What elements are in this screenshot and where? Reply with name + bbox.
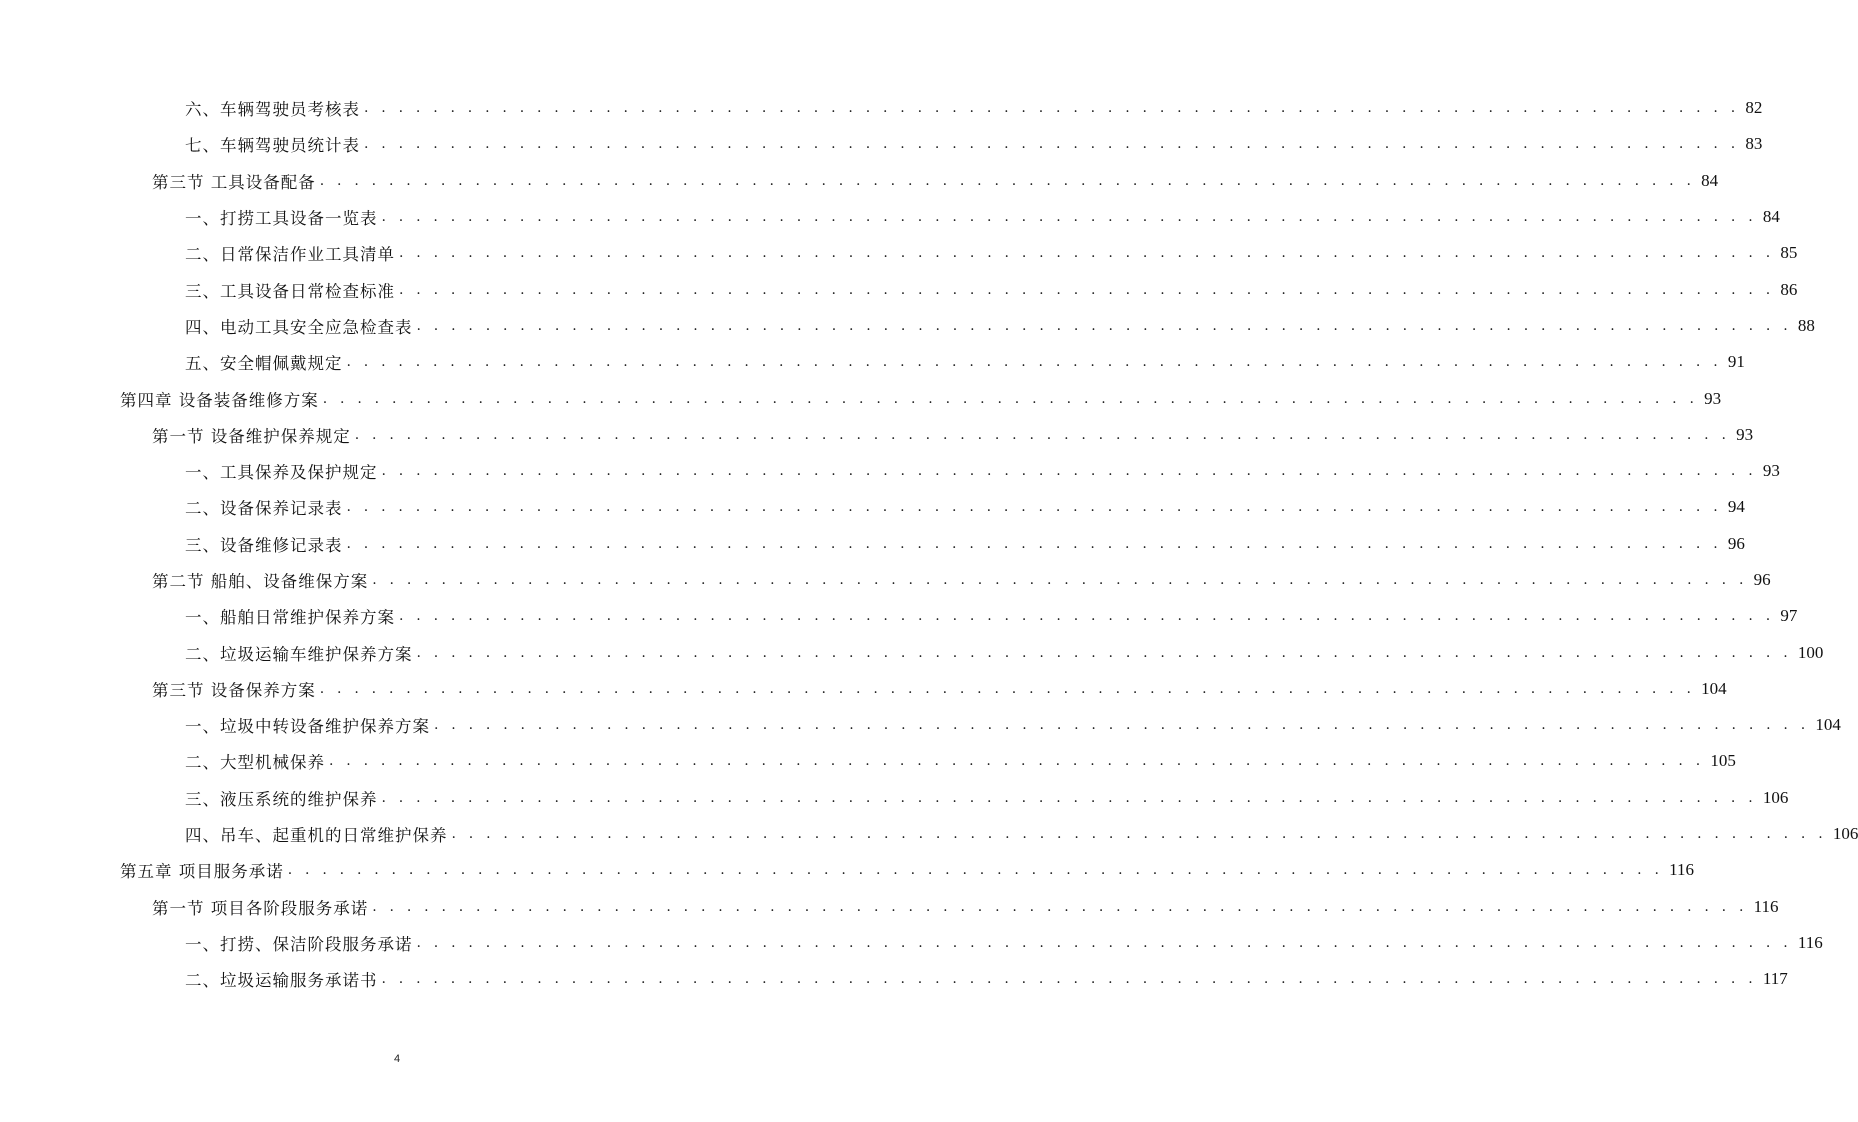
toc-entry-title: 二、设备保养记录表 <box>185 499 343 519</box>
toc-entry[interactable] <box>0 889 1779 925</box>
toc-entry-title: 第三节 设备保养方案 <box>152 680 316 700</box>
toc-entry[interactable] <box>0 816 1858 852</box>
toc-dot-leader: . . . . . . . . . . . . . . . . . . . . . . . . . . . . . . . . . . . . . . . . . . . . . . . . . . . . . . . . . . . . . . . . . . . . . . . . . . . . . . . . <box>381 971 1757 988</box>
toc-entry-title: 三、设备维修记录表 <box>185 535 343 555</box>
toc-dot-leader: . . . . . . . . . . . . . . . . . . . . . . . . . . . . . . . . . . . . . . . . . . . . . . . . . . . . . . . . . . . . . . . . . . . . . . . . . . . . . . . . <box>416 644 1792 661</box>
toc-entry-title: 二、垃圾运输车维护保养方案 <box>185 644 413 664</box>
toc-entry-title: 第四章 设备装备维修方案 <box>120 390 319 410</box>
toc-entry-title: 第一节 设备维护保养规定 <box>152 426 351 446</box>
toc-dot-leader: . . . . . . . . . . . . . . . . . . . . . . . . . . . . . . . . . . . . . . . . . . . . . . . . . . . . . . . . . . . . . . . . . . . . . . . . . . . . . . . . <box>319 172 1696 189</box>
toc-entry[interactable] <box>0 743 1736 779</box>
toc-dot-leader: . . . . . . . . . . . . . . . . . . . . . . . . . . . . . . . . . . . . . . . . . . . . . . . . . . . . . . . . . . . . . . . . . . . . . . . . . . . . . . . . <box>451 826 1827 843</box>
toc-entry-title: 三、工具设备日常检查标准 <box>185 281 395 301</box>
toc-dot-leader: . . . . . . . . . . . . . . . . . . . . . . . . . . . . . . . . . . . . . . . . . . . . . . . . . . . . . . . . . . . . . . . . . . . . . . . . . . . . . . . . <box>319 680 1696 697</box>
toc-entry-title: 第五章 项目服务承诺 <box>120 862 284 882</box>
toc-dot-leader: . . . . . . . . . . . . . . . . . . . . . . . . . . . . . . . . . . . . . . . . . . . . . . . . . . . . . . . . . . . . . . . . . . . . . . . . . . . . . . . . <box>372 898 1748 915</box>
toc-dot-leader: . . . . . . . . . . . . . . . . . . . . . . . . . . . . . . . . . . . . . . . . . . . . . . . . . . . . . . . . . . . . . . . . . . . . . . . . . . . . . . . . <box>346 535 1722 552</box>
toc-entry-page: 83 <box>1745 134 1763 154</box>
toc-entry-title: 五、安全帽佩戴规定 <box>185 354 343 374</box>
toc-dot-leader: . . . . . . . . . . . . . . . . . . . . . . . . . . . . . . . . . . . . . . . . . . . . . . . . . . . . . . . . . . . . . . . . . . . . . . . . . . . . . . . . <box>416 317 1792 334</box>
toc-entry-title: 二、大型机械保养 <box>185 753 325 773</box>
toc-dot-leader: . . . . . . . . . . . . . . . . . . . . . . . . . . . . . . . . . . . . . . . . . . . . . . . . . . . . . . . . . . . . . . . . . . . . . . . . . . . . . . . . <box>381 463 1757 480</box>
toc-dot-leader: . . . . . . . . . . . . . . . . . . . . . . . . . . . . . . . . . . . . . . . . . . . . . . . . . . . . . . . . . . . . . . . . . . . . . . . . . . . . . . . . <box>399 608 1775 625</box>
toc-entry-title: 三、液压系统的维护保养 <box>185 789 378 809</box>
toc-entry[interactable] <box>0 417 1754 453</box>
toc-entry-title: 二、日常保洁作业工具清单 <box>185 245 395 265</box>
toc-dot-leader: . . . . . . . . . . . . . . . . . . . . . . . . . . . . . . . . . . . . . . . . . . . . . . . . . . . . . . . . . . . . . . . . . . . . . . . . . . . . . . . . <box>364 100 1740 117</box>
toc-entry-title: 六、车辆驾驶员考核表 <box>185 100 360 120</box>
toc-entry[interactable] <box>0 163 1719 199</box>
toc-dot-leader: . . . . . . . . . . . . . . . . . . . . . . . . . . . . . . . . . . . . . . . . . . . . . . . . . . . . . . . . . . . . . . . . . . . . . . . . . . . . . . . . <box>399 245 1775 262</box>
toc-dot-leader: . . . . . . . . . . . . . . . . . . . . . . . . . . . . . . . . . . . . . . . . . . . . . . . . . . . . . . . . . . . . . . . . . . . . . . . . . . . . . . . . <box>416 934 1792 951</box>
toc-dot-leader: . . . . . . . . . . . . . . . . . . . . . . . . . . . . . . . . . . . . . . . . . . . . . . . . . . . . . . . . . . . . . . . . . . . . . . . . . . . . . . . . <box>381 789 1757 806</box>
toc-entry-page: 84 <box>1762 207 1780 227</box>
toc-entry-page: 93 <box>1704 388 1722 408</box>
toc-entry[interactable] <box>0 308 1815 344</box>
toc-entry[interactable] <box>0 235 1798 271</box>
toc-entry[interactable] <box>0 562 1771 598</box>
toc-entry-title: 四、吊车、起重机的日常维护保养 <box>185 826 448 846</box>
toc-dot-leader: . . . . . . . . . . . . . . . . . . . . . . . . . . . . . . . . . . . . . . . . . . . . . . . . . . . . . . . . . . . . . . . . . . . . . . . . . . . . . . . . <box>434 717 1810 734</box>
toc-entry-page: 116 <box>1753 896 1779 916</box>
toc-entry-page: 93 <box>1762 461 1780 481</box>
toc-entry[interactable] <box>0 852 1695 888</box>
toc-entry[interactable] <box>0 707 1841 743</box>
toc-entry[interactable] <box>0 199 1780 235</box>
toc-entry[interactable] <box>0 344 1745 380</box>
toc-entry-page: 100 <box>1797 642 1824 662</box>
toc-dot-leader: . . . . . . . . . . . . . . . . . . . . . . . . . . . . . . . . . . . . . . . . . . . . . . . . . . . . . . . . . . . . . . . . . . . . . . . . . . . . . . . . <box>322 390 1699 407</box>
toc-entry-title: 第二节 船舶、设备维保方案 <box>152 572 369 591</box>
toc-entry-page: 116 <box>1797 932 1823 952</box>
toc-dot-leader: . . . . . . . . . . . . . . . . . . . . . . . . . . . . . . . . . . . . . . . . . . . . . . . . . . . . . . . . . . . . . . . . . . . . . . . . . . . . . . . . <box>346 354 1722 371</box>
toc-entry-page: 104 <box>1815 715 1841 735</box>
toc-entry[interactable] <box>0 925 1823 961</box>
toc-entry-page: 94 <box>1727 497 1745 517</box>
toc-entry-title: 一、打捞、保洁阶段服务承诺 <box>185 934 413 954</box>
toc-entry-page: 85 <box>1780 243 1798 263</box>
toc-entry-page: 105 <box>1710 751 1736 771</box>
toc-entry-page: 93 <box>1736 424 1754 444</box>
toc-dot-leader: . . . . . . . . . . . . . . . . . . . . . . . . . . . . . . . . . . . . . . . . . . . . . . . . . . . . . . . . . . . . . . . . . . . . . . . . . . . . . . . . <box>354 426 1731 443</box>
toc-entry[interactable] <box>0 598 1798 634</box>
toc-dot-leader: . . . . . . . . . . . . . . . . . . . . . . . . . . . . . . . . . . . . . . . . . . . . . . . . . . . . . . . . . . . . . . . . . . . . . . . . . . . . . . . . <box>364 136 1740 153</box>
toc-entry[interactable] <box>0 526 1745 562</box>
toc-entry[interactable] <box>0 489 1745 525</box>
toc-entry-title: 七、车辆驾驶员统计表 <box>185 136 360 156</box>
toc-entry-page: 106 <box>1762 787 1789 807</box>
toc-entry-title: 第三节 工具设备配备 <box>152 172 316 192</box>
table-of-contents <box>0 90 1858 997</box>
toc-entry-page: 86 <box>1780 279 1798 299</box>
toc-entry-title: 一、打捞工具设备一览表 <box>185 209 378 229</box>
toc-entry[interactable] <box>0 453 1780 489</box>
toc-entry-title: 一、船舶日常维护保养方案 <box>185 608 395 628</box>
toc-entry-title: 二、垃圾运输服务承诺书 <box>185 971 378 991</box>
toc-entry-page: 91 <box>1727 352 1745 372</box>
toc-entry-page: 82 <box>1745 98 1763 118</box>
toc-entry[interactable] <box>0 671 1727 707</box>
toc-entry-page: 96 <box>1753 570 1771 589</box>
toc-entry[interactable] <box>0 380 1722 416</box>
toc-entry[interactable] <box>0 634 1824 670</box>
toc-entry-page: 116 <box>1669 860 1695 880</box>
toc-entry-title: 四、电动工具安全应急检查表 <box>185 317 413 337</box>
toc-entry-page: 88 <box>1797 315 1815 335</box>
toc-dot-leader: . . . . . . . . . . . . . . . . . . . . . . . . . . . . . . . . . . . . . . . . . . . . . . . . . . . . . . . . . . . . . . . . . . . . . . . . . . . . . . . . <box>329 753 1705 770</box>
toc-entry-page: 96 <box>1727 533 1745 553</box>
toc-dot-leader: . . . . . . . . . . . . . . . . . . . . . . . . . . . . . . . . . . . . . . . . . . . . . . . . . . . . . . . . . . . . . . . . . . . . . . . . . . . . . . . . <box>346 499 1722 516</box>
toc-entry-page: 97 <box>1780 606 1798 626</box>
toc-entry[interactable] <box>0 271 1798 307</box>
toc-dot-leader: . . . . . . . . . . . . . . . . . . . . . . . . . . . . . . . . . . . . . . . . . . . . . . . . . . . . . . . . . . . . . . . . . . . . . . . . . . . . . . . . <box>381 209 1757 226</box>
toc-entry[interactable] <box>0 961 1788 997</box>
toc-entry[interactable] <box>0 126 1763 162</box>
toc-dot-leader: . . . . . . . . . . . . . . . . . . . . . . . . . . . . . . . . . . . . . . . . . . . . . . . . . . . . . . . . . . . . . . . . . . . . . . . . . . . . . . . . <box>399 281 1775 298</box>
toc-entry-page: 84 <box>1701 170 1719 190</box>
toc-entry-page: 104 <box>1701 678 1727 698</box>
toc-entry-title: 一、垃圾中转设备维护保养方案 <box>185 717 430 737</box>
toc-dot-leader: . . . . . . . . . . . . . . . . . . . . . . . . . . . . . . . . . . . . . . . . . . . . . . . . . . . . . . . . . . . . . . . . . . . . . . . . . . . . . . . . <box>287 862 1664 879</box>
toc-dot-leader: . . . . . . . . . . . . . . . . . . . . . . . . . . . . . . . . . . . . . . . . . . . . . . . . . . . . . . . . . . . . . . . . . . . . . . . . . . . . . . . . <box>372 572 1748 588</box>
toc-entry-title: 一、工具保养及保护规定 <box>185 463 378 483</box>
toc-entry-page: 117 <box>1762 969 1788 989</box>
toc-entry[interactable] <box>0 90 1763 126</box>
toc-entry-page: 106 <box>1832 824 1858 844</box>
page-number: 4 <box>393 1053 401 1065</box>
toc-entry-title: 第一节 项目各阶段服务承诺 <box>152 898 369 918</box>
toc-entry[interactable] <box>0 780 1789 816</box>
